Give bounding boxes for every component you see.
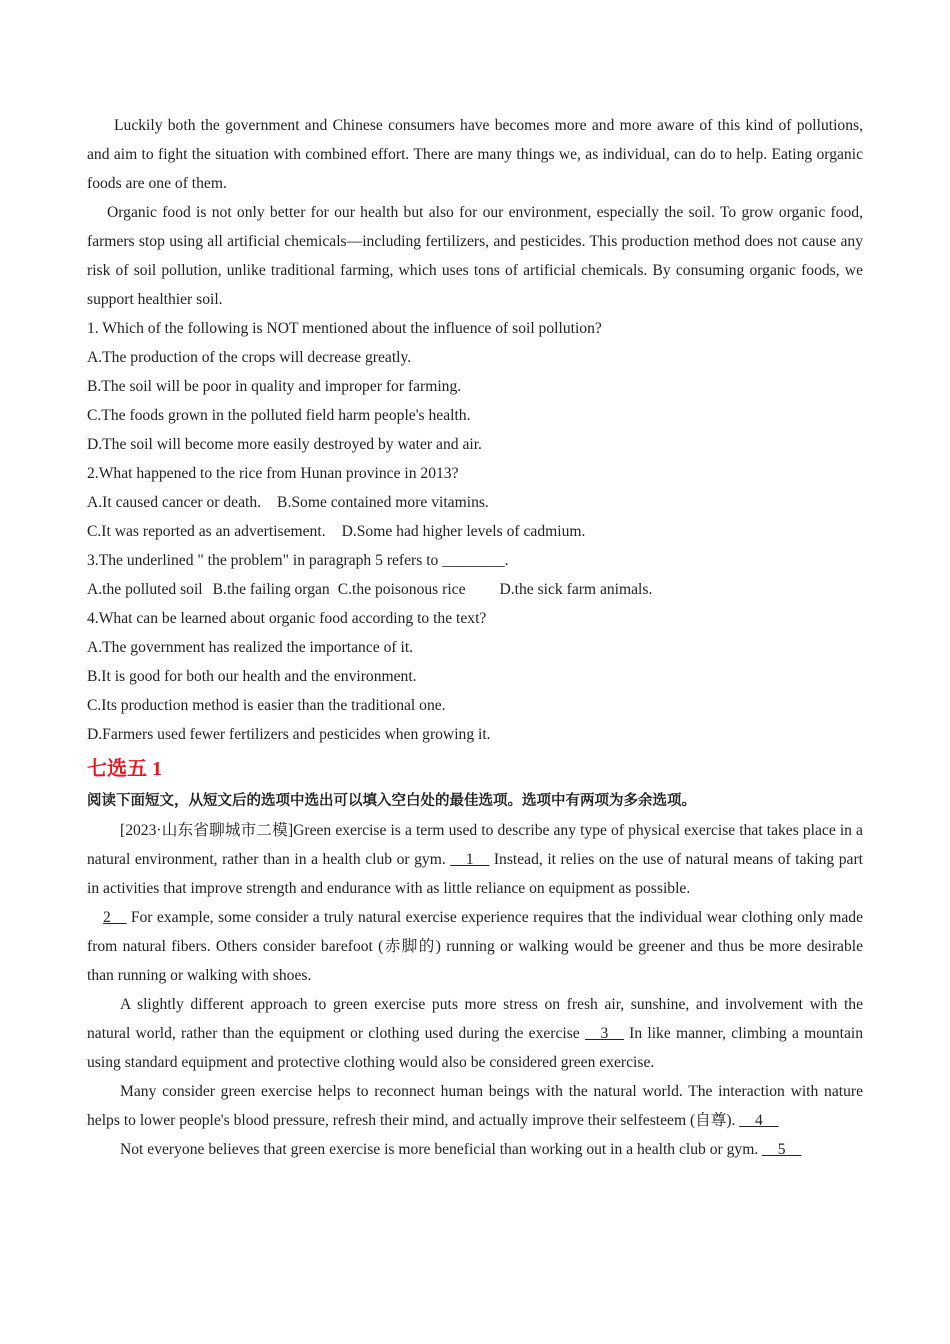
text-paragraph: A slightly different approach to green exercise puts more stress on fresh air, sunshine, and involvement with the natural world, rather than the equipment or clothing used during the exercise __3__ In like manner, climbing a mountain using standard equipment and protective clothing would also be considered green exercise.	[87, 996, 863, 1071]
question-option: A.It caused cancer or death.	[87, 494, 262, 511]
section-instruction: 阅读下面短文，从短文后的选项中选出可以填入空白处的最佳选项。选项中有两项为多余选项。	[87, 793, 696, 809]
source-tag: [2023·山东省聊城市二模]	[120, 822, 294, 839]
question-option: D.Farmers used fewer fertilizers and pesticides when growing it.	[87, 726, 491, 743]
question-stem: 4.What can be learned about organic food according to the text?	[87, 610, 487, 627]
question-option: A.The government has realized the importance of it.	[87, 639, 414, 656]
question-stem: 1. Which of the following is NOT mentioned about the influence of soil pollution?	[87, 320, 602, 337]
question-option: B.Some contained more vitamins.	[277, 494, 489, 511]
question-option: C.It was reported as an advertisement.	[87, 523, 326, 540]
passage-paragraph: Luckily both the government and Chinese consumers have becomes more and more aware of this kind of pollutions, and aim to fight the situation with combined effort. There are many things we, as individual, can do to help. Eating organic foods are one of them.	[87, 117, 863, 192]
question-option: D.Some had higher levels of cadmium.	[341, 523, 586, 540]
section-title: 七选五 1	[87, 758, 162, 780]
question-option: D.The soil will become more easily destroyed by water and air.	[87, 436, 482, 453]
question-option: A.the polluted soil	[87, 581, 203, 598]
blank-4[interactable]: __4__	[739, 1112, 779, 1129]
blank-2[interactable]: 2__	[103, 909, 127, 926]
question-option: D.the sick farm animals.	[499, 581, 653, 598]
text-paragraph: Many consider green exercise helps to reconnect human beings with the natural world. The interaction with nature helps to lower people's blood pressure, refresh their mind, and actually improve their selfesteem (自尊). __4__	[87, 1083, 863, 1129]
question-option: C.Its production method is easier than the traditional one.	[87, 697, 446, 714]
blank-1[interactable]: __1__	[450, 851, 490, 868]
question-stem: 2.What happened to the rice from Hunan province in 2013?	[87, 465, 459, 482]
question-option-row	[87, 575, 863, 604]
blank-3[interactable]: __3__	[584, 1025, 624, 1042]
question-stem: 3.The underlined " the problem" in paragraph 5 refers to ________.	[87, 552, 509, 569]
question-option: B.The soil will be poor in quality and improper for farming.	[87, 378, 462, 395]
passage-paragraph: Organic food is not only better for our health but also for our environment, especially the soil. To grow organic food, farmers stop using all artificial chemicals—including fertilizers, and pesticides. This production method does not cause any risk of soil pollution, unlike traditional farming, which uses tons of artificial chemicals. By consuming organic foods, we support healthier soil.	[87, 204, 863, 308]
document-page	[87, 111, 863, 1164]
blank-5[interactable]: __5__	[762, 1141, 802, 1158]
question-option: A.The production of the crops will decrease greatly.	[87, 349, 412, 366]
question-option-row	[87, 488, 863, 517]
question-option: C.The foods grown in the polluted field harm people's health.	[87, 407, 471, 424]
question-option: C.the poisonous rice	[337, 581, 466, 598]
text-paragraph: [2023·山东省聊城市二模]Green exercise is a term used to describe any type of physical exercise that takes place in a natural environment, rather than in a health club or gym. __1__ Instead, it relies on the use of natural means of taking part in activities that improve strength and endurance with as little reliance on equipment as possible.	[87, 822, 864, 897]
text-paragraph: 2__ For example, some consider a truly natural exercise experience requires that the individual wear clothing only made from natural fibers. Others consider barefoot (赤脚的) running or walking would be greener and thus be more desirable than running or walking with shoes.	[87, 909, 863, 984]
question-option-row	[87, 517, 863, 546]
question-option: B.It is good for both our health and the environment.	[87, 668, 417, 685]
question-option: B.the failing organ	[212, 581, 330, 598]
text-paragraph: Not everyone believes that green exercise is more beneficial than working out in a health club or gym. __5__	[120, 1141, 802, 1158]
